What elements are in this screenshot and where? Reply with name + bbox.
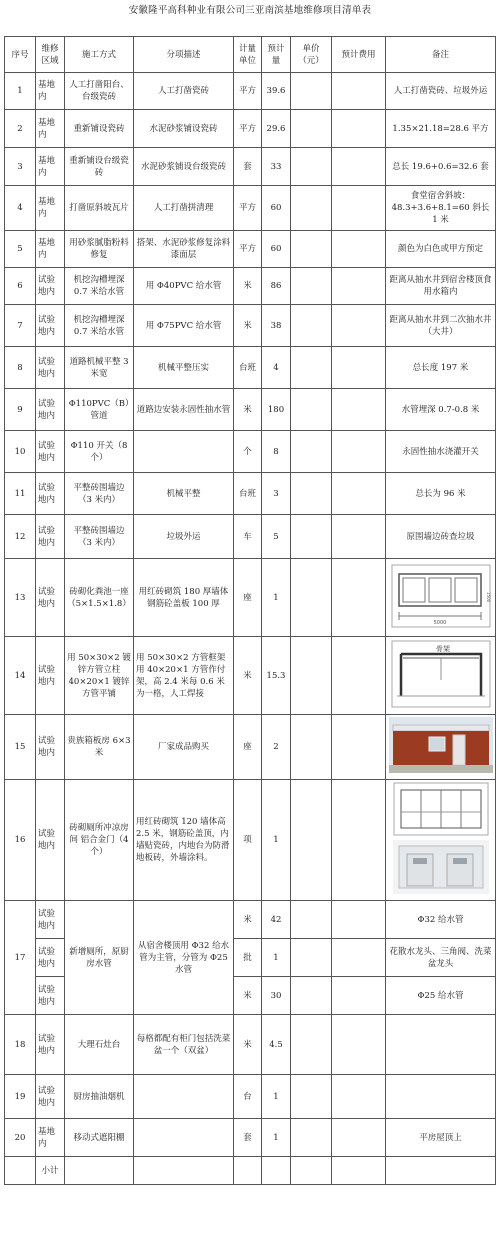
- cell-cost: [332, 901, 386, 939]
- cell-no: [5, 1157, 36, 1185]
- cell-area: 试验地内: [36, 1015, 65, 1075]
- cell-method: 大理石灶台: [65, 1015, 134, 1075]
- cell-empty: [332, 1157, 386, 1185]
- cell-qty: 5: [262, 515, 291, 559]
- table-row: [5, 231, 496, 268]
- cell-unit: 米: [234, 901, 262, 939]
- cell-area: 基地内: [36, 148, 65, 186]
- cell-cost: [332, 231, 386, 268]
- cell-method: 重新铺设瓷砖: [65, 110, 134, 148]
- cell-qty: 15.3: [262, 637, 291, 715]
- cell-desc: 搭架、水泥砂浆修复涂料漆面层: [134, 231, 234, 268]
- cell-no: 14: [5, 637, 36, 715]
- cell-unit: 车: [234, 515, 262, 559]
- cell-cost: [332, 110, 386, 148]
- cell-area: 试验地内: [36, 515, 65, 559]
- table-row: [5, 473, 496, 515]
- cell-qty: 33: [262, 148, 291, 186]
- cell-cost: [332, 347, 386, 389]
- cell-method: 厨房抽油烟机: [65, 1075, 134, 1119]
- toilet-plan-drawing: [393, 782, 489, 836]
- cell-method: Φ110PVC（B）管道: [65, 389, 134, 431]
- header-unit: 计量单位: [234, 37, 262, 73]
- header-row: [5, 37, 496, 73]
- cell-note: Φ25 给水管: [386, 977, 496, 1015]
- cell-cost: [332, 389, 386, 431]
- cell-note: 永固性抽水浇灌开关: [386, 431, 496, 473]
- table-row: [5, 901, 496, 939]
- cell-note: 原围墙边砖查垃圾: [386, 515, 496, 559]
- cell-note: 颜色为白色或甲方预定: [386, 231, 496, 268]
- cell-note: [386, 1075, 496, 1119]
- cell-no: 3: [5, 148, 36, 186]
- cell-unit: 座: [234, 715, 262, 780]
- cell-no: 12: [5, 515, 36, 559]
- cell-method: 人工打凿阳台、台级瓷砖: [65, 73, 134, 110]
- cell-unit: 台班: [234, 347, 262, 389]
- cell-unit: 米: [234, 389, 262, 431]
- container-house-photo: [389, 717, 493, 773]
- header-cost: 预计费用: [332, 37, 386, 73]
- table-row: [5, 431, 496, 473]
- cell-desc: 水泥砂浆铺设瓷砖: [134, 110, 234, 148]
- table-row: [5, 1015, 496, 1075]
- table-row: [5, 637, 496, 715]
- cell-unit: 台: [234, 1075, 262, 1119]
- cell-price: [291, 939, 332, 977]
- cell-note: 水管埋深 0.7-0.8 米: [386, 389, 496, 431]
- table-row: [5, 110, 496, 148]
- cell-cost: [332, 473, 386, 515]
- cell-cost: [332, 715, 386, 780]
- cell-empty: [262, 1157, 291, 1185]
- cell-method: Φ110 开关（8 个）: [65, 431, 134, 473]
- cell-note: [386, 559, 496, 637]
- cell-price: [291, 1119, 332, 1157]
- cell-unit: 座: [234, 559, 262, 637]
- cell-area: 基地内: [36, 110, 65, 148]
- cell-note: [386, 637, 496, 715]
- table-row: [5, 715, 496, 780]
- cell-note: 1.35×21.18=28.6 平方: [386, 110, 496, 148]
- cell-cost: [332, 780, 386, 901]
- cell-method: 砖砌厕所冲凉房间 铝合金门（4 个）: [65, 780, 134, 901]
- cell-unit: 套: [234, 148, 262, 186]
- cell-cost: [332, 1015, 386, 1075]
- page-title: 安徽隆平高科种业有限公司三亚南滨基地维修项目清单表: [128, 5, 372, 16]
- cell-no: 19: [5, 1075, 36, 1119]
- cell-note: 人工打凿瓷砖、垃圾外运: [386, 73, 496, 110]
- header-note: 备注: [386, 37, 496, 73]
- cell-no: 20: [5, 1119, 36, 1157]
- cell-cost: [332, 268, 386, 305]
- cell-unit: 米: [234, 1015, 262, 1075]
- cell-desc: 每格都配有柜门包括洗菜盆一个（双盆）: [134, 1015, 234, 1075]
- cell-note: 距离从抽水井到二次抽水井（大井）: [386, 305, 496, 347]
- cell-desc: 人工打凿瓷砖: [134, 73, 234, 110]
- cell-area: 试验地内: [36, 559, 65, 637]
- cell-note: 距离从抽水井到宿舍楼顶食用水箱内: [386, 268, 496, 305]
- header-area: 维修区域: [36, 37, 65, 73]
- cell-empty: [65, 1157, 134, 1185]
- table-row: [5, 389, 496, 431]
- cell-desc: 厂家成品购买: [134, 715, 234, 780]
- cell-desc: 机械平整: [134, 473, 234, 515]
- cell-note: 总长 19.6+0.6=32.6 套: [386, 148, 496, 186]
- cell-price: [291, 389, 332, 431]
- cell-no: 9: [5, 389, 36, 431]
- cell-cost: [332, 977, 386, 1015]
- cell-qty: 180: [262, 389, 291, 431]
- cell-desc: 用 Φ75PVC 给水管: [134, 305, 234, 347]
- cell-area: 试验地内: [36, 780, 65, 901]
- header-qty: 预计量: [262, 37, 291, 73]
- septic-tank-drawing: [391, 564, 491, 628]
- cell-price: [291, 780, 332, 901]
- table-row: [5, 73, 496, 110]
- cell-unit: 套: [234, 1119, 262, 1157]
- cell-unit: 平方: [234, 110, 262, 148]
- cell-unit: 米: [234, 977, 262, 1015]
- cell-qty: 60: [262, 186, 291, 231]
- cell-desc: 用 50×30×2 方管框架用 40×20×1 方管作付架，高 2.4 米每 0.6 米为一格，人工焊接: [134, 637, 234, 715]
- cell-cost: [332, 431, 386, 473]
- cell-cost: [332, 637, 386, 715]
- cell-price: [291, 231, 332, 268]
- cell-price: [291, 715, 332, 780]
- cell-cost: [332, 148, 386, 186]
- cell-unit: 平方: [234, 231, 262, 268]
- cell-no: 15: [5, 715, 36, 780]
- cell-qty: 29.6: [262, 110, 291, 148]
- cell-unit: 平方: [234, 186, 262, 231]
- cell-cost: [332, 186, 386, 231]
- table-row: [5, 515, 496, 559]
- cell-desc: 道路边安装永固性抽水管: [134, 389, 234, 431]
- cell-qty: 86: [262, 268, 291, 305]
- cell-desc: 垃圾外运: [134, 515, 234, 559]
- cell-price: [291, 901, 332, 939]
- cell-qty: 30: [262, 977, 291, 1015]
- cell-price: [291, 431, 332, 473]
- cell-price: [291, 515, 332, 559]
- cell-price: [291, 305, 332, 347]
- cell-note: 总长为 96 米: [386, 473, 496, 515]
- cell-qty: 3: [262, 473, 291, 515]
- cell-price: [291, 268, 332, 305]
- cell-area: 试验地内: [36, 347, 65, 389]
- header-no: 序号: [5, 37, 36, 73]
- cell-area: 基地内: [36, 186, 65, 231]
- cell-unit: 台班: [234, 473, 262, 515]
- cell-price: [291, 347, 332, 389]
- cell-no: 10: [5, 431, 36, 473]
- cell-note: Φ32 给水管: [386, 901, 496, 939]
- table-row: [5, 347, 496, 389]
- cell-no: 17: [5, 901, 36, 1015]
- cell-empty: [291, 1157, 332, 1185]
- cell-qty: 1: [262, 559, 291, 637]
- header-method: 施工方式: [65, 37, 134, 73]
- cell-qty: 42: [262, 901, 291, 939]
- cell-unit: 米: [234, 268, 262, 305]
- cell-desc: 用红砖砌筑 120 墙体高 2.5 米，钢筋砼盖顶，内墙贴瓷砖，内地台为防滑地板砖，外墙涂料。: [134, 780, 234, 901]
- cell-method: 平整砖围墙边（3 米内）: [65, 473, 134, 515]
- cell-price: [291, 110, 332, 148]
- cell-area: 试验地内: [36, 389, 65, 431]
- cell-qty: 4: [262, 347, 291, 389]
- cell-area: 试验地内: [36, 473, 65, 515]
- cell-method: 道路机械平整 3 米宽: [65, 347, 134, 389]
- cell-empty: [386, 1157, 496, 1185]
- cell-qty: 60: [262, 231, 291, 268]
- cell-no: 8: [5, 347, 36, 389]
- cell-area: 试验地内: [36, 715, 65, 780]
- cell-method: 砖砌化粪池一座（5×1.5×1.8）: [65, 559, 134, 637]
- cell-no: 7: [5, 305, 36, 347]
- cell-price: [291, 1075, 332, 1119]
- septic-dim-width: 1500: [485, 591, 491, 602]
- cell-qty: 38: [262, 305, 291, 347]
- table-row: [5, 305, 496, 347]
- cell-desc: 用红砖砌筑 180 厚墙体钢筋砼盖板 100 厚: [134, 559, 234, 637]
- cell-desc: 从宿舍楼顶用 Φ32 给水管为主管，分管为 Φ25 水管: [134, 901, 234, 1015]
- cell-note: [386, 780, 496, 901]
- cell-note: 平房屋顶上: [386, 1119, 496, 1157]
- cell-desc: [134, 1075, 234, 1119]
- cell-price: [291, 637, 332, 715]
- cell-unit: 个: [234, 431, 262, 473]
- toilet-cabin-photo: [393, 840, 489, 894]
- table-row: [5, 1119, 496, 1157]
- cell-area: 试验地内: [36, 1075, 65, 1119]
- subtotal-row: [5, 1157, 496, 1185]
- cell-unit: 项: [234, 780, 262, 901]
- cell-method: 用砂浆腻脂粉料修复: [65, 231, 134, 268]
- cell-cost: [332, 939, 386, 977]
- cell-qty: 1: [262, 939, 291, 977]
- cell-unit: 米: [234, 637, 262, 715]
- cell-area: 基地内: [36, 231, 65, 268]
- cell-price: [291, 559, 332, 637]
- steel-frame-drawing: [391, 640, 491, 708]
- frame-label: 骨架: [435, 644, 450, 653]
- cell-note: 总长度 197 米: [386, 347, 496, 389]
- table-row: [5, 268, 496, 305]
- cell-area: 试验地内: [36, 901, 65, 939]
- cell-price: [291, 473, 332, 515]
- cell-area: 试验地内: [36, 977, 65, 1015]
- cell-area: 基地内: [36, 73, 65, 110]
- cell-no: 1: [5, 73, 36, 110]
- cell-note: 食堂宿舍斜坡：48.3+3.6+8.1=60 斜长 1 米: [386, 186, 496, 231]
- cell-cost: [332, 305, 386, 347]
- cell-qty: 39.6: [262, 73, 291, 110]
- cell-desc: 水泥砂浆铺设台级瓷砖: [134, 148, 234, 186]
- cell-no: 6: [5, 268, 36, 305]
- cell-area: 试验地内: [36, 431, 65, 473]
- cell-cost: [332, 559, 386, 637]
- cell-empty: [134, 1157, 234, 1185]
- cell-no: 4: [5, 186, 36, 231]
- repair-items-table: [4, 36, 496, 1185]
- cell-desc: [134, 1119, 234, 1157]
- cell-price: [291, 186, 332, 231]
- cell-no: 18: [5, 1015, 36, 1075]
- cell-method: 机挖沟槽埋深 0.7 米给水管: [65, 268, 134, 305]
- cell-method: 平整砖围墙边（3 米内）: [65, 515, 134, 559]
- cell-area: 试验地内: [36, 268, 65, 305]
- cell-method: 新增厕所，原厨房水管: [65, 901, 134, 1015]
- cell-unit: 米: [234, 305, 262, 347]
- cell-method: 打凿原斜坡瓦片: [65, 186, 134, 231]
- cell-price: [291, 1015, 332, 1075]
- cell-qty: 1: [262, 780, 291, 901]
- table-row: [5, 559, 496, 637]
- cell-price: [291, 148, 332, 186]
- cell-note: [386, 715, 496, 780]
- cell-area: 试验地内: [36, 939, 65, 977]
- cell-price: [291, 977, 332, 1015]
- cell-unit: 批: [234, 939, 262, 977]
- cell-qty: 8: [262, 431, 291, 473]
- cell-no: 16: [5, 780, 36, 901]
- cell-desc: 人工打凿拼清理: [134, 186, 234, 231]
- cell-qty: 1: [262, 1075, 291, 1119]
- cell-note: [386, 1015, 496, 1075]
- table-row: [5, 780, 496, 901]
- cell-empty: [234, 1157, 262, 1185]
- header-price: 单价（元）: [291, 37, 332, 73]
- cell-area: 基地内: [36, 1119, 65, 1157]
- cell-desc: [134, 431, 234, 473]
- cell-note: 花散水龙头、三角阀、洗菜盆龙头: [386, 939, 496, 977]
- cell-area: 试验地内: [36, 637, 65, 715]
- table-row: [5, 148, 496, 186]
- cell-method: 贵族箱板房 6×3 米: [65, 715, 134, 780]
- cell-price: [291, 73, 332, 110]
- cell-cost: [332, 73, 386, 110]
- cell-method: 机挖沟槽埋深 0.7 米给水管: [65, 305, 134, 347]
- cell-method: 移动式遮阳棚: [65, 1119, 134, 1157]
- cell-desc: 用 Φ40PVC 给水管: [134, 268, 234, 305]
- cell-cost: [332, 1075, 386, 1119]
- cell-cost: [332, 515, 386, 559]
- cell-no: 11: [5, 473, 36, 515]
- subtotal-label: 小计: [36, 1157, 65, 1185]
- table-row: [5, 186, 496, 231]
- cell-method: 用 50×30×2 镀锌方管立柱 40×20×1 镀锌方管平铺: [65, 637, 134, 715]
- cell-area: 试验地内: [36, 305, 65, 347]
- cell-no: 5: [5, 231, 36, 268]
- cell-no: 2: [5, 110, 36, 148]
- cell-qty: 2: [262, 715, 291, 780]
- header-desc: 分项描述: [134, 37, 234, 73]
- cell-qty: 1: [262, 1119, 291, 1157]
- cell-desc: 机械平整压实: [134, 347, 234, 389]
- cell-method: 重新铺设台级瓷砖: [65, 148, 134, 186]
- cell-no: 13: [5, 559, 36, 637]
- cell-unit: 平方: [234, 73, 262, 110]
- cell-qty: 4.5: [262, 1015, 291, 1075]
- cell-cost: [332, 1119, 386, 1157]
- table-row: [5, 1075, 496, 1119]
- septic-dim-length: 5000: [433, 619, 446, 626]
